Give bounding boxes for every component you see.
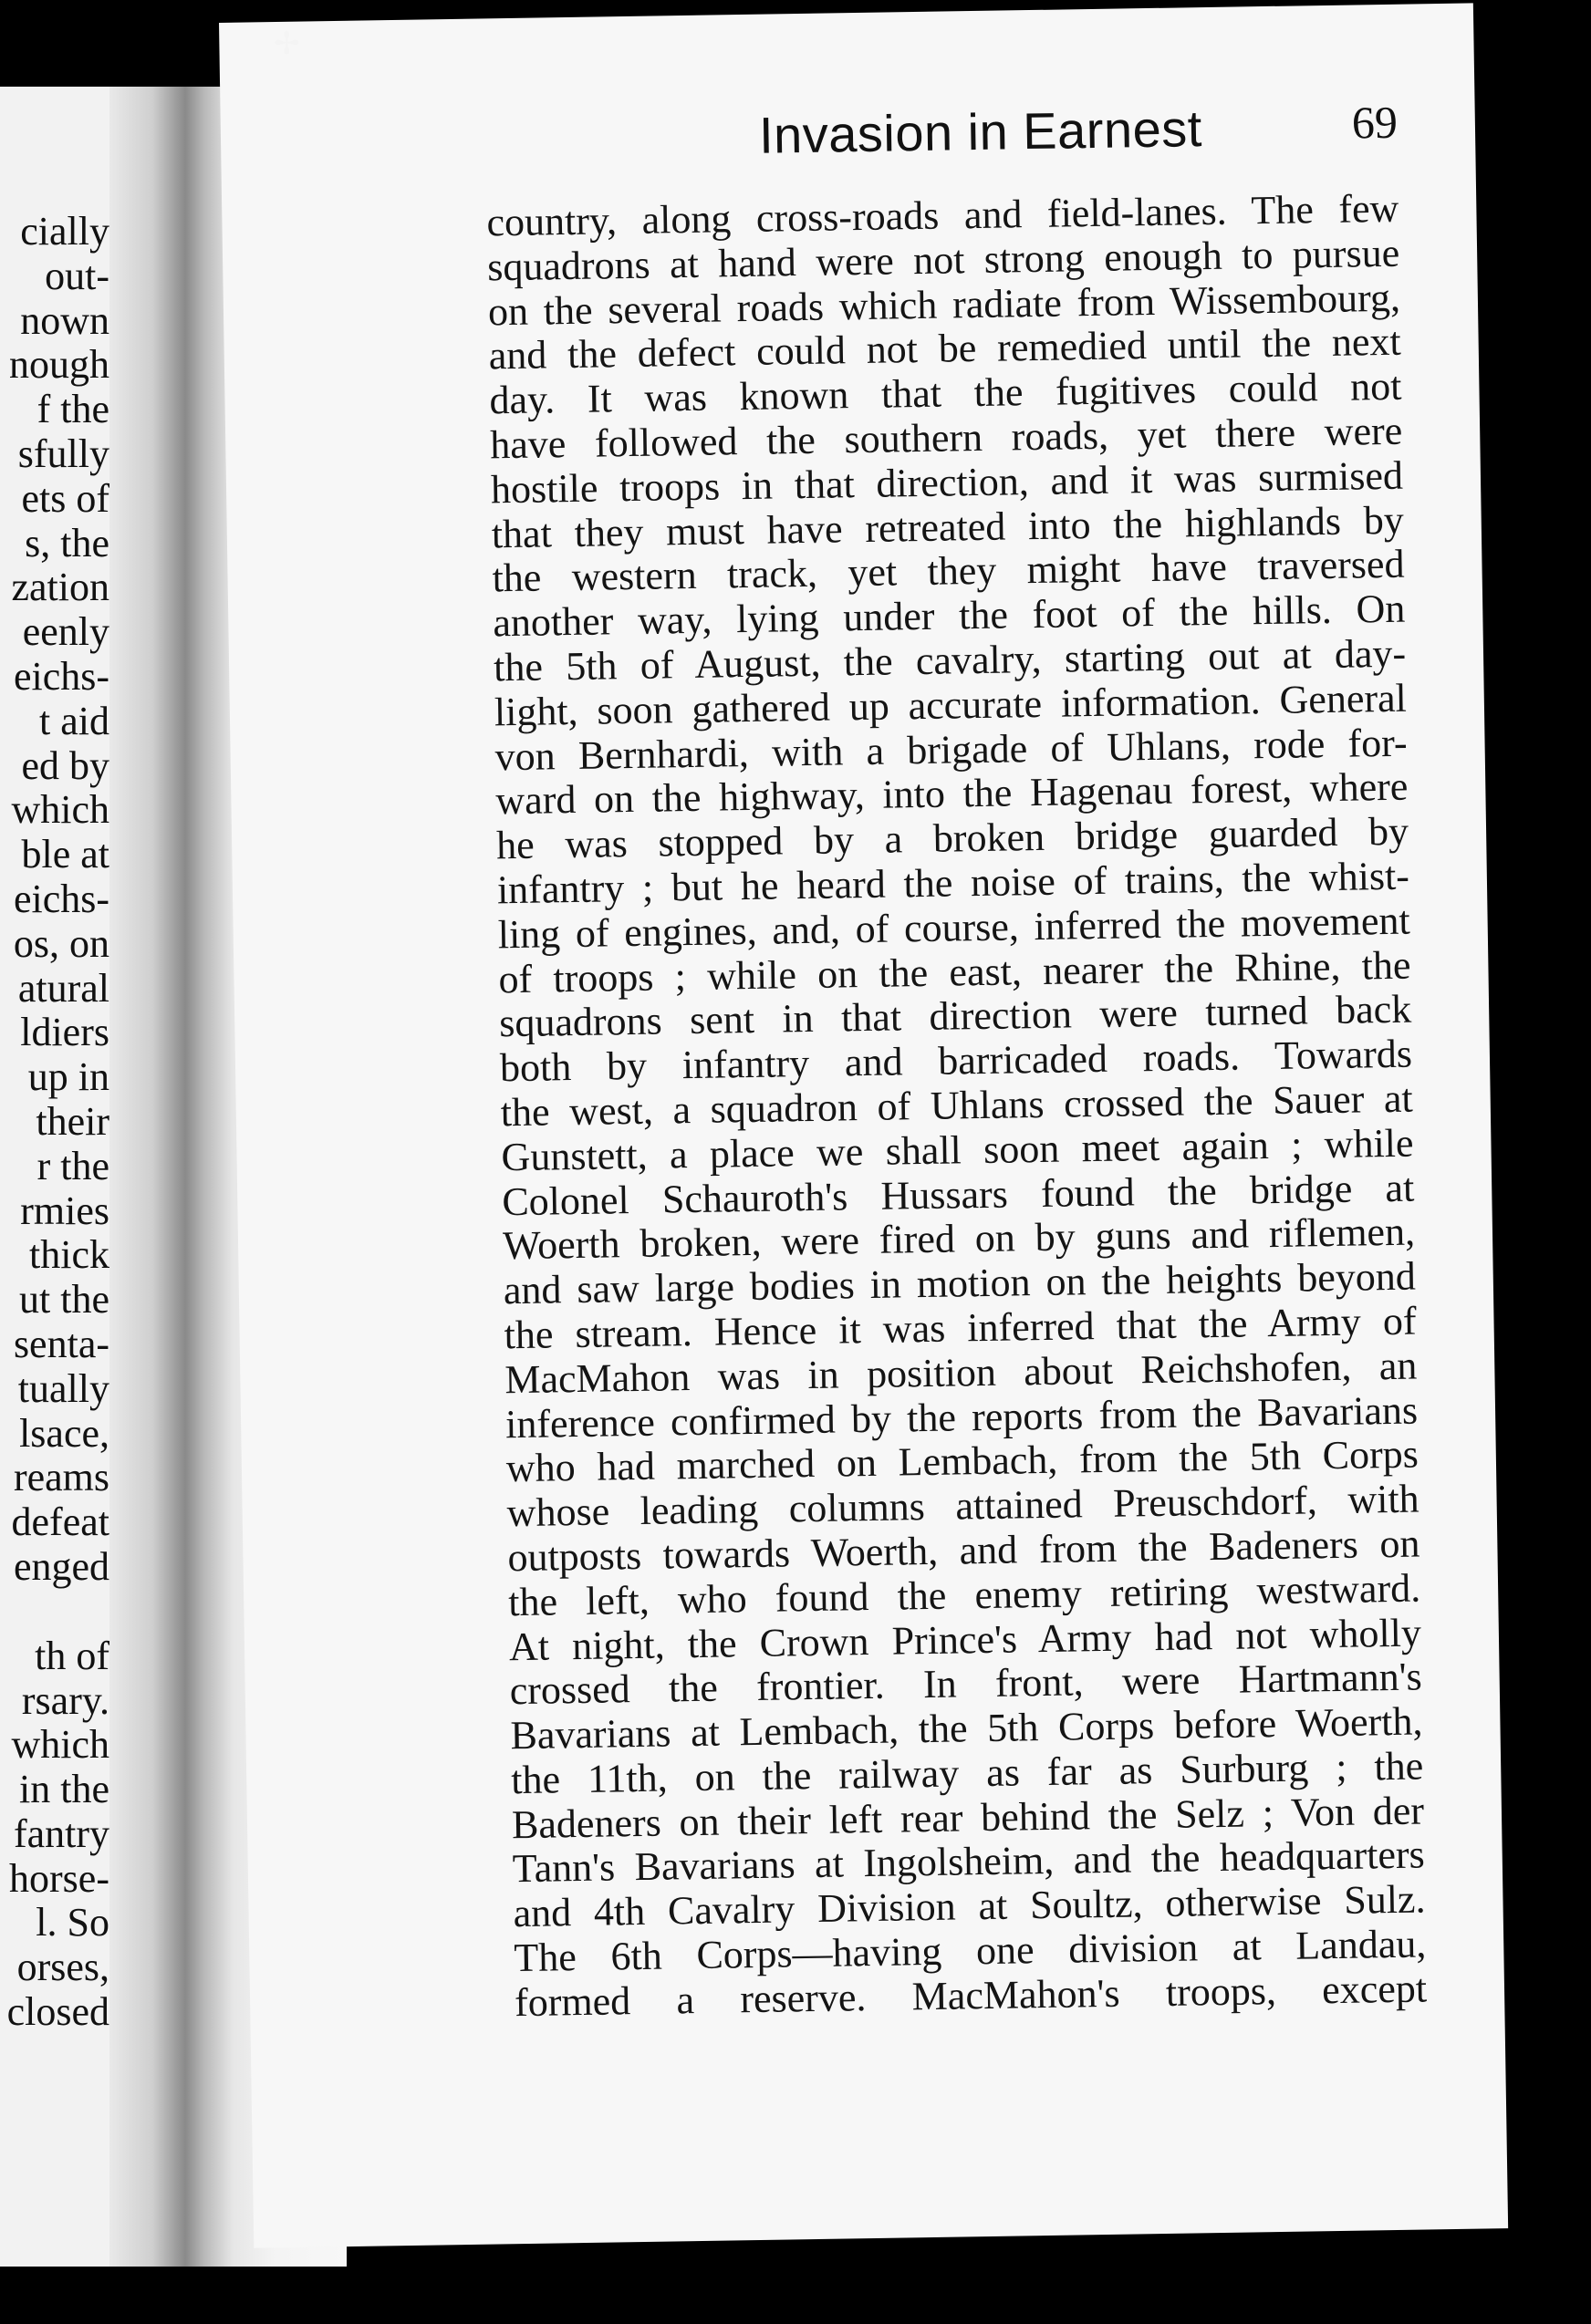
text-line: ward on the highway, into the Hagenau forest, where — [495, 763, 1409, 824]
left-line-fragment: ed by — [21, 742, 109, 788]
text-line: squadrons at hand were not strong enough to pursue — [486, 230, 1400, 290]
left-line-fragment: thick — [29, 1232, 109, 1278]
left-line-fragment: out- — [45, 253, 109, 298]
text-line: the left, who found the enemy retiring westward. — [507, 1565, 1421, 1624]
left-page-text-fragments — [7, 210, 109, 2035]
left-line-fragment: reams — [13, 1455, 109, 1500]
left-line-fragment: tually — [17, 1365, 109, 1411]
left-line-fragment: which — [11, 1722, 109, 1768]
text-line: who had marched on Lembach, from the 5th Corps — [505, 1431, 1419, 1491]
left-line-fragment: ldiers — [20, 1010, 109, 1055]
text-line: both by infantry and barricaded roads. Towards — [499, 1031, 1413, 1091]
left-line-fragment: up in — [27, 1054, 109, 1100]
left-line-fragment: ble at — [21, 832, 109, 877]
text-line: and saw large bodies in motion on the heights beyond — [503, 1253, 1417, 1313]
left-line-fragment: ut the — [19, 1277, 109, 1323]
text-line: squadrons sent in that direction were turned back — [498, 986, 1412, 1046]
text-line: At night, the Crown Prince's Army had not wholly — [508, 1610, 1422, 1669]
left-line-fragment: their — [36, 1098, 109, 1144]
left-line-fragment: ets of — [21, 475, 109, 521]
text-line: the west, a squadron of Uhlans crossed the Sauer at — [500, 1075, 1414, 1136]
text-line: Tann's Bavarians at Ingolsheim, and the headquarters — [512, 1831, 1426, 1892]
left-line-fragment: th of — [35, 1633, 109, 1678]
right-page — [219, 3, 1508, 2247]
text-line: Gunstett, a place we shall soon meet again ; while — [501, 1120, 1414, 1180]
text-line: ling of engines, and, of course, inferred the movement — [497, 897, 1410, 958]
left-line-fragment: t aid — [39, 698, 109, 743]
scan-artifact-mark: ✢ — [274, 26, 300, 62]
text-line: another way, lying under the foot of the hills. On — [492, 586, 1406, 646]
text-line: light, soon gathered up accurate information. General — [494, 675, 1408, 735]
text-line: The 6th Corps—having one division at Landau, — [513, 1921, 1427, 1981]
left-line-fragment: closed — [6, 1989, 109, 2035]
left-line-fragment: which — [11, 787, 109, 833]
text-line: on the several roads which radiate from Wissembourg, — [487, 275, 1401, 334]
left-line-fragment: sfully — [17, 431, 109, 476]
left-line-fragment: f the — [36, 387, 109, 432]
left-line-fragment — [7, 1590, 109, 1634]
text-line: have followed the southern roads, yet there were — [489, 408, 1403, 468]
left-line-fragment: fantry — [13, 1810, 109, 1856]
text-line: Colonel Schauroth's Hussars found the bridge at — [501, 1165, 1415, 1224]
text-line: formed a reserve. MacMahon's troops, except — [514, 1966, 1428, 2026]
left-line-fragment: lsace, — [19, 1410, 109, 1456]
body-text — [486, 187, 1427, 2026]
text-line: day. It was known that the fugitives could not — [489, 363, 1402, 423]
left-line-fragment: cially — [20, 209, 109, 254]
running-head — [494, 96, 1399, 183]
left-line-fragment: eenly — [22, 609, 109, 655]
left-line-fragment: in the — [19, 1767, 109, 1812]
text-line: outposts towards Woerth, and from the Badeners on — [507, 1520, 1420, 1581]
text-line: von Bernhardi, with a brigade of Uhlans, rode for- — [494, 720, 1408, 779]
text-line: the 5th of August, the cavalry, starting out at day- — [493, 630, 1407, 690]
left-line-fragment: enged — [13, 1543, 109, 1589]
running-title: Invasion in Earnest — [758, 99, 1203, 164]
left-line-fragment: nough — [9, 342, 109, 388]
left-line-fragment: eichs- — [13, 876, 109, 921]
left-line-fragment: rmies — [20, 1188, 109, 1233]
text-line: Woerth broken, were fired on by guns and riflemen, — [502, 1209, 1416, 1269]
left-line-fragment: l. So — [36, 1900, 109, 1945]
text-line: hostile troops in that direction, and it was surmised — [490, 452, 1404, 513]
text-line: the western track, yet they might have traversed — [492, 542, 1405, 601]
left-line-fragment: os, on — [13, 920, 109, 966]
text-line: country, along cross-roads and field-lanes. The few — [486, 185, 1399, 245]
left-line-fragment: nown — [20, 297, 109, 343]
text-line: Badeners on their left rear behind the Selz ; Von der — [511, 1788, 1425, 1847]
text-line: he was stopped by a broken bridge guarded by — [495, 808, 1409, 868]
left-line-fragment: horse- — [9, 1855, 109, 1901]
page-number: 69 — [1351, 96, 1399, 149]
text-line: of troops ; while on the east, nearer the Rhine, the — [498, 942, 1411, 1001]
text-line: MacMahon was in position about Reichshofen, an — [504, 1343, 1418, 1402]
left-line-fragment: orses, — [16, 1945, 109, 1990]
text-line: whose leading columns attained Preuschdorf, with — [506, 1476, 1419, 1536]
left-line-fragment: defeat — [11, 1499, 109, 1545]
left-line-fragment: r the — [36, 1143, 109, 1188]
left-line-fragment: atural — [17, 965, 109, 1011]
text-line: Bavarians at Lembach, the 5th Corps before Woerth, — [510, 1698, 1423, 1759]
text-line: that they must have retreated into the highlands by — [491, 497, 1405, 556]
left-line-fragment: eichs- — [13, 653, 109, 699]
text-line: and the defect could not be remedied until the next — [488, 319, 1402, 379]
text-line: crossed the frontier. In front, were Hartmann's — [509, 1654, 1423, 1714]
left-line-fragment: rsary. — [21, 1677, 109, 1723]
text-line: inference confirmed by the reports from the Bavarians — [504, 1387, 1419, 1447]
left-line-fragment: senta- — [13, 1321, 109, 1366]
text-line: and 4th Cavalry Division at Soultz, otherwise Sulz. — [513, 1876, 1426, 1936]
text-line: the 11th, on the railway as far as Surburg ; the — [510, 1743, 1424, 1803]
left-line-fragment: s, the — [25, 520, 109, 565]
left-line-fragment: zation — [11, 565, 109, 610]
text-line: the stream. Hence it was inferred that the Army of — [504, 1298, 1417, 1358]
text-line: infantry ; but he heard the noise of trains, the whist- — [496, 853, 1410, 913]
